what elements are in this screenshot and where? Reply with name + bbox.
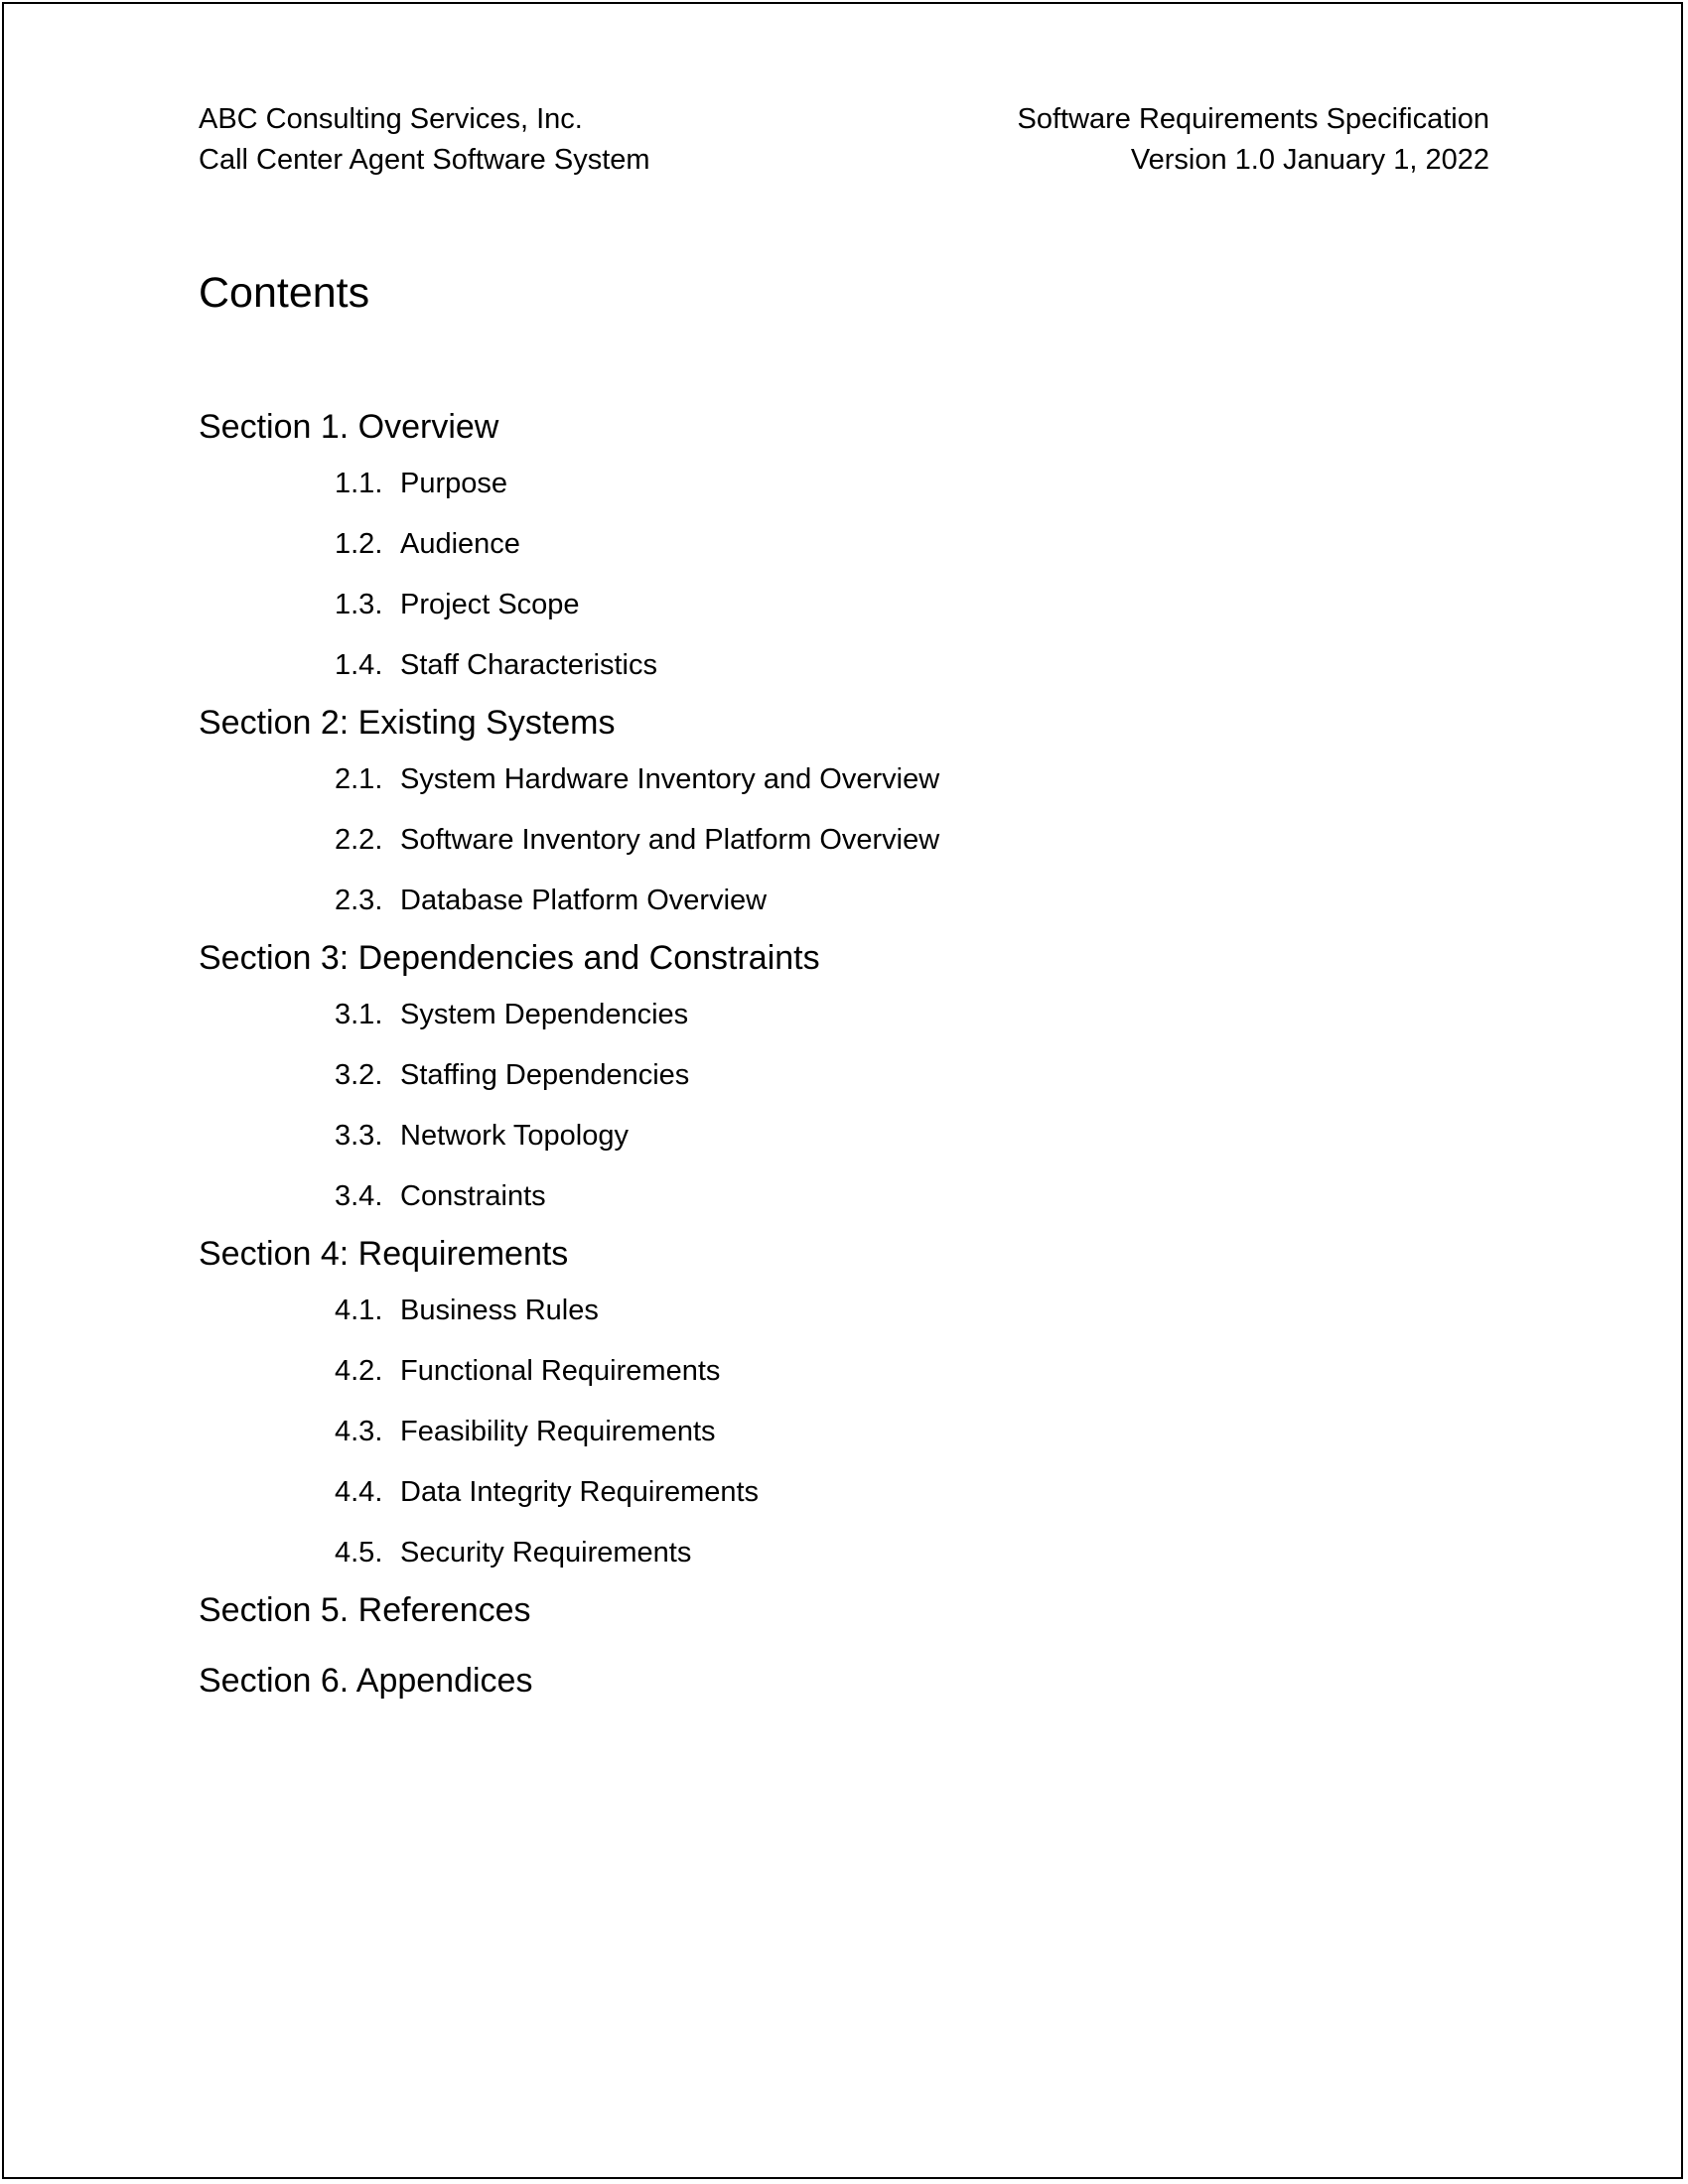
toc-item-number: 2.3.	[335, 885, 383, 916]
toc-section-label[interactable]: Section 6. Appendices	[199, 1662, 533, 1700]
toc-section-1	[199, 403, 1489, 687]
toc-item-3-2[interactable]	[199, 1058, 1489, 1093]
toc-item-4-3[interactable]	[199, 1415, 1489, 1449]
toc-section-2	[199, 699, 1489, 922]
toc-item-number: 2.2.	[335, 824, 383, 856]
toc-subsection-list	[199, 998, 1489, 1218]
toc-item-number: 3.4.	[335, 1180, 383, 1212]
toc-section-label[interactable]: Section 1. Overview	[199, 408, 499, 446]
toc-item-number: 1.4.	[335, 649, 383, 681]
toc-item-number: 4.1.	[335, 1295, 383, 1326]
toc-item-number: 3.2.	[335, 1059, 383, 1091]
toc-item-text: System Dependencies	[400, 999, 689, 1030]
toc-item-text: Data Integrity Requirements	[400, 1476, 760, 1508]
toc-item-1-4[interactable]	[199, 648, 1489, 683]
toc-item-number: 4.5.	[335, 1537, 383, 1569]
toc-item-number: 2.1.	[335, 763, 383, 795]
document-version: Version 1.0 January 1, 2022	[1130, 144, 1489, 176]
company-name: ABC Consulting Services, Inc.	[199, 103, 583, 135]
toc-item-3-3[interactable]	[199, 1119, 1489, 1154]
toc-subsection-list	[199, 1294, 1489, 1574]
toc-item-text: System Hardware Inventory and Overview	[400, 763, 940, 795]
toc-item-number: 3.1.	[335, 999, 383, 1030]
toc-section-4	[199, 1230, 1489, 1574]
toc-item-text: Project Scope	[400, 589, 580, 620]
toc-item-text: Staffing Dependencies	[400, 1059, 690, 1091]
contents-title: Contents	[199, 269, 370, 317]
toc-item-4-2[interactable]	[199, 1354, 1489, 1389]
toc-item-3-4[interactable]	[199, 1179, 1489, 1214]
toc-item-number: 4.3.	[335, 1416, 383, 1447]
header-right	[1017, 99, 1489, 181]
toc-item-3-1[interactable]	[199, 998, 1489, 1032]
toc-item-text: Security Requirements	[400, 1537, 692, 1569]
toc-item-number: 4.4.	[335, 1476, 383, 1508]
toc-item-2-2[interactable]	[199, 823, 1489, 858]
toc-section-5	[199, 1586, 1489, 1634]
toc-item-text: Business Rules	[400, 1295, 599, 1326]
header-left	[199, 99, 650, 181]
toc-item-number: 1.3.	[335, 589, 383, 620]
toc-item-text: Audience	[400, 528, 520, 560]
toc-item-number: 4.2.	[335, 1355, 383, 1387]
toc-item-1-2[interactable]	[199, 527, 1489, 562]
toc-item-4-4[interactable]	[199, 1475, 1489, 1510]
toc-item-1-1[interactable]	[199, 467, 1489, 501]
toc-section-label[interactable]: Section 5. References	[199, 1591, 531, 1629]
toc-item-text: Software Inventory and Platform Overview	[400, 824, 940, 856]
toc-item-number: 3.3.	[335, 1120, 383, 1152]
system-name: Call Center Agent Software System	[199, 144, 650, 176]
toc-item-text: Functional Requirements	[400, 1355, 721, 1387]
toc-section-label[interactable]: Section 2: Existing Systems	[199, 704, 616, 742]
toc-section-label[interactable]: Section 4: Requirements	[199, 1235, 569, 1273]
toc-section-label[interactable]: Section 3: Dependencies and Constraints	[199, 939, 820, 977]
toc-item-text: Network Topology	[400, 1120, 629, 1152]
toc-subsection-list	[199, 467, 1489, 687]
toc-item-text: Database Platform Overview	[400, 885, 768, 916]
toc-item-text: Constraints	[400, 1180, 546, 1212]
toc-item-4-1[interactable]	[199, 1294, 1489, 1328]
toc-subsection-list	[199, 762, 1489, 922]
toc-item-text: Staff Characteristics	[400, 649, 657, 681]
toc-item-text: Purpose	[400, 468, 508, 499]
toc-section-6	[199, 1657, 1489, 1705]
toc-item-text: Feasibility Requirements	[400, 1416, 716, 1447]
table-of-contents	[199, 403, 1489, 1705]
toc-item-4-5[interactable]	[199, 1536, 1489, 1570]
toc-section-3	[199, 934, 1489, 1218]
document-type: Software Requirements Specification	[1017, 103, 1489, 135]
toc-item-2-3[interactable]	[199, 884, 1489, 918]
toc-item-2-1[interactable]	[199, 762, 1489, 797]
toc-item-number: 1.1.	[335, 468, 383, 499]
toc-item-1-3[interactable]	[199, 588, 1489, 622]
toc-item-number: 1.2.	[335, 528, 383, 560]
